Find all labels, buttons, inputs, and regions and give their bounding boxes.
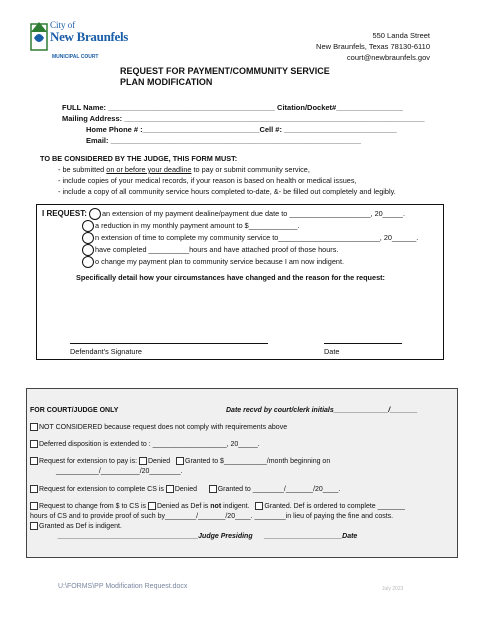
form-title-line-2: PLAN MODIFICATION (120, 77, 213, 87)
change-to-cs-text: Request to change from $ to CS is (39, 503, 148, 510)
city-logo (28, 18, 133, 68)
extension-pay-text: Request for extension to pay is: (39, 458, 139, 465)
form-title-line-1: REQUEST FOR PAYMENT/COMMUNITY SERVICE (120, 66, 330, 76)
change-granted-checkbox[interactable] (255, 502, 263, 510)
extension-cs-denied-checkbox[interactable] (166, 485, 174, 493)
court-address (316, 30, 430, 63)
option-3-radio[interactable] (82, 232, 94, 244)
requirements-section (40, 153, 396, 197)
change-cs-hours[interactable]: hours of CS and to provide proof of such by________/_______/20____. ________in lieu of paying the fine and costs. (30, 513, 394, 520)
request-label: I REQUEST: (42, 209, 87, 218)
full-name-field[interactable]: FULL Name: ________________________________________ Citation/Docket#________________ (62, 103, 403, 112)
deferred-checkbox[interactable] (30, 440, 38, 448)
option-2-radio[interactable] (82, 220, 94, 232)
option-4-text: have completed __________hours and have attached proof of those hours. (95, 245, 339, 255)
extension-pay-granted-checkbox[interactable] (176, 457, 184, 465)
logo-line-3: MUNICIPAL COURT (52, 54, 99, 60)
phone-fields[interactable]: Home Phone # :____________________________Cell #: ___________________________ (86, 125, 397, 134)
option-4-radio[interactable] (82, 244, 94, 256)
mailing-address-field[interactable]: Mailing Address: ________________________________________________________________________ (62, 114, 425, 123)
extension-cs-text: Request for extension to complete CS is (39, 486, 166, 493)
request-options (42, 208, 418, 268)
signature-label: Defendant's Signature (70, 347, 142, 356)
address-email: court@newbraunfels.gov (346, 53, 430, 62)
signature-line[interactable] (70, 343, 268, 344)
extension-cs-granted-checkbox[interactable] (209, 485, 217, 493)
email-field[interactable]: Email: ____________________________________________________________ (86, 136, 361, 145)
indigent-word: indigent. (221, 503, 250, 510)
extension-pay-date[interactable]: ___________/__________/20________. (56, 468, 183, 475)
not-considered-checkbox[interactable] (30, 423, 38, 431)
address-street: 550 Landa Street (372, 31, 430, 40)
logo-emblem-icon (28, 18, 50, 54)
extension-pay-checkbox[interactable] (30, 457, 38, 465)
specify-instructions: Specifically detail how your circumstances have changed and the reason for the request: (76, 273, 385, 282)
applicant-fields (62, 102, 425, 146)
option-5-text: o change my payment plan to community service because I am now indigent. (95, 257, 345, 267)
requirement-item-3: - include a copy of all community service hours completed to-date, &- be filled out completely and legibly. (58, 187, 396, 196)
extension-pay-denied-checkbox[interactable] (139, 457, 147, 465)
extension-cs-checkbox[interactable] (30, 485, 38, 493)
requirement-item-2: - include copies of your medical records, if your reason is based on health or medical issues, (58, 176, 357, 185)
date-received-field[interactable]: Date recvd by court/clerk initials______________/_______ (226, 407, 418, 414)
change-denied-checkbox[interactable] (148, 502, 156, 510)
court-use-section (30, 406, 454, 542)
option-3-text: n extension of time to complete my community service to_________________________, 20______. (95, 233, 419, 243)
judge-date-line[interactable]: ____________________Date (264, 533, 358, 540)
granted-indigent-text: Granted as Def is indigent. (39, 523, 122, 530)
file-path: U:\FORMS\PP Modification Request.docx (58, 583, 188, 590)
logo-line-2: New Braunfels (50, 29, 129, 44)
option-1-radio[interactable] (89, 208, 101, 220)
extension-cs-denied-text: Denied (174, 486, 198, 493)
extension-pay-denied-text: Denied (148, 458, 171, 465)
court-use-heading: FOR COURT/JUDGE ONLY (30, 407, 119, 414)
signature-date-label: Date (324, 347, 340, 356)
option-5-radio[interactable] (82, 256, 94, 268)
not-considered-text: NOT CONSIDERED because request does not comply with requirements above (39, 424, 288, 431)
requirements-heading: TO BE CONSIDERED BY THE JUDGE, THIS FORM MUST: (40, 154, 238, 163)
revision-date: July 2023 (382, 586, 404, 592)
signature-date-line[interactable] (324, 343, 402, 344)
judge-signature-line[interactable]: ____________________________________Judge Presiding (58, 533, 253, 540)
option-2-text: a reduction in my monthly payment amount to $____________. (95, 221, 300, 231)
option-1-text: an extension of my payment dealine/payment due date to ____________________, 20_____. (101, 209, 405, 218)
form-title (120, 66, 330, 88)
deferred-text: Deferred disposition is extended to : ___________________, 20_____. (39, 441, 260, 448)
granted-indigent-checkbox[interactable] (30, 522, 38, 530)
extension-pay-granted-text: Granted to $___________/month beginning on (185, 458, 331, 465)
requirement-item-1: - be submitted on or before your deadline to pay or submit community service, (58, 165, 310, 174)
change-granted-text: Granted. Def is ordered to complete _______ (264, 503, 405, 510)
logo-line-1: City of (50, 20, 76, 30)
change-to-cs-checkbox[interactable] (30, 502, 38, 510)
extension-cs-granted-text: Granted to ________/_______/20____. (217, 486, 341, 493)
change-denied-text: Denied as Def is (156, 503, 211, 510)
address-city: New Braunfels, Texas 78130-6110 (316, 42, 430, 51)
not-word: not (210, 503, 222, 510)
